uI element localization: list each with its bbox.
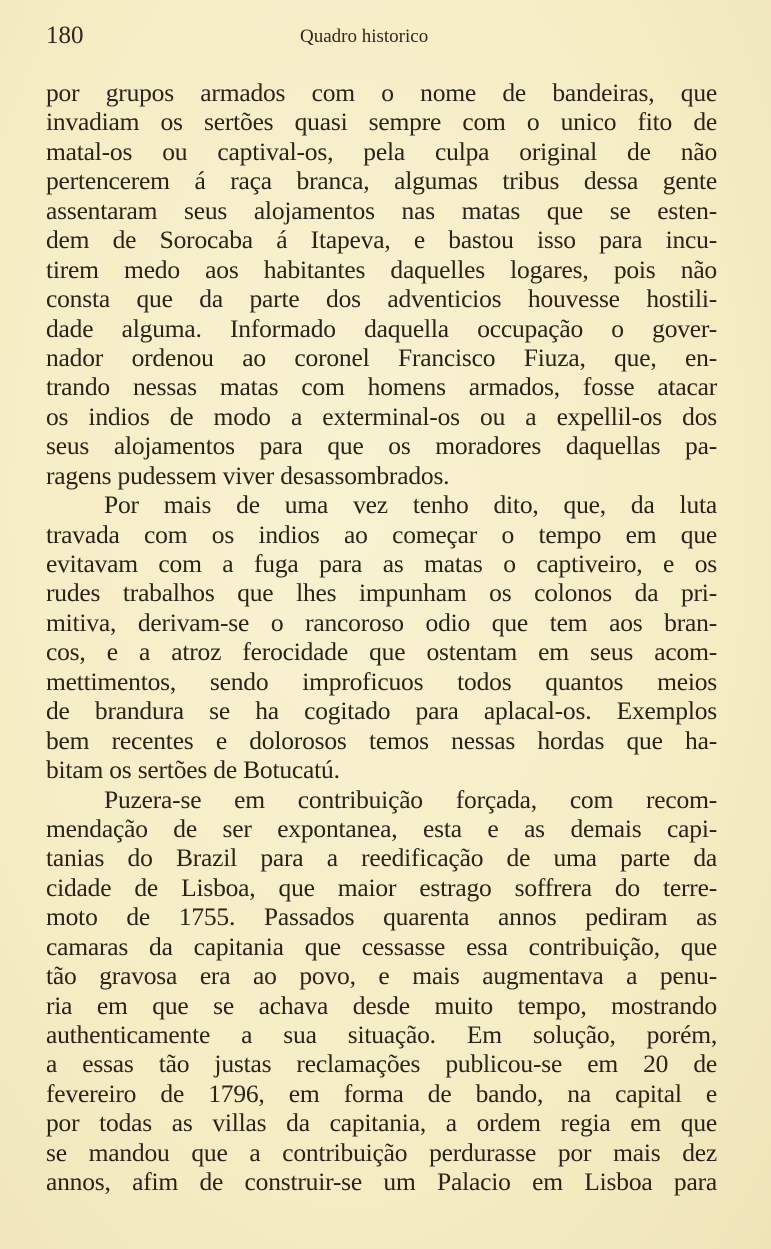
text-line: authenticamente a sua situação. Em solução, porém, [46, 1020, 717, 1049]
text-line: ria em que se achava desde muito tempo, mostrando [46, 990, 717, 1020]
text-line: invadiam os sertões quasi sempre com o unico fito de [46, 107, 717, 137]
text-line: moto de 1755. Passados quarenta annos pediram as [46, 902, 717, 932]
text-line: travada com os indios ao começar o tempo em que [46, 519, 717, 549]
text-line: ragens pudessem viver desassombrados. [46, 460, 450, 490]
text-line: annos, afim de construir-se um Palacio em Lisboa para [46, 1167, 717, 1197]
text-line: fevereiro de 1796, em forma de bando, na capital e [46, 1078, 717, 1108]
text-line: camaras da capitania que cessasse essa contribuição, que [46, 931, 717, 961]
text-line: nador ordenou ao coronel Francisco Fiuza, que, en- [46, 342, 717, 372]
text-line: por grupos armados com o nome de bandeiras, que [46, 78, 717, 107]
text-line: cidade de Lisboa, que maior estrago soffrera do terre- [46, 872, 717, 902]
text-line: Puzera-se em contribuição forçada, com recom- [104, 784, 717, 814]
text-line: pertencerem á raça branca, algumas tribus dessa gente [46, 166, 717, 196]
body-text [46, 78, 717, 1197]
text-line: dade alguma. Informado daquella occupação o gover- [46, 313, 717, 343]
text-line: tão gravosa era ao povo, e mais augmentava a penu- [46, 961, 717, 991]
running-head [46, 22, 717, 56]
text-line: trando nessas matas com homens armados, fosse atacar [46, 372, 717, 402]
text-line: seus alojamentos para que os moradores daquellas pa- [46, 431, 717, 461]
running-title: Quadro historico [300, 26, 429, 47]
text-line: bitam os sertões de Botucatú. [46, 755, 340, 785]
text-line: a essas tão justas reclamações publicou-se em 20 de [46, 1049, 717, 1079]
text-line: se mandou que a contribuição perdurasse por mais dez [46, 1137, 717, 1167]
text-line: cos, e a atroz ferocidade que ostentam em seus acom- [46, 637, 717, 667]
text-line: evitavam com a fuga para as matas o captiveiro, e os [46, 549, 717, 578]
text-line: assentaram seus alojamentos nas matas que se esten- [46, 195, 717, 225]
text-line: os indios de modo a exterminal-os ou a expellil-os dos [46, 401, 717, 431]
text-line: matal-os ou captival-os, pela culpa original de não [46, 136, 717, 166]
text-line: de brandura se ha cogitado para aplacal-os. Exemplos [46, 696, 717, 726]
text-line: mettimentos, sendo improficuos todos quantos meios [46, 666, 717, 696]
page-number: 180 [46, 22, 84, 49]
text-line: bem recentes e dolorosos temos nessas hordas que ha- [46, 725, 717, 755]
text-line: por todas as villas da capitania, a ordem regia em que [46, 1108, 717, 1138]
text-line: rudes trabalhos que lhes impunham os colonos da pri- [46, 578, 717, 608]
text-line: dem de Sorocaba á Itapeva, e bastou isso para incu- [46, 225, 717, 255]
text-line: mendação de ser expontanea, esta e as demais capi- [46, 813, 717, 843]
text-line: consta que da parte dos adventicios houvesse hostili- [46, 284, 717, 314]
text-line: tirem medo aos habitantes daquelles logares, pois não [46, 254, 717, 284]
text-line: tanias do Brazil para a reedificação de uma parte da [46, 843, 717, 873]
text-line: Por mais de uma vez tenho dito, que, da luta [104, 490, 717, 520]
text-line: mitiva, derivam-se o rancoroso odio que tem aos bran- [46, 607, 717, 637]
